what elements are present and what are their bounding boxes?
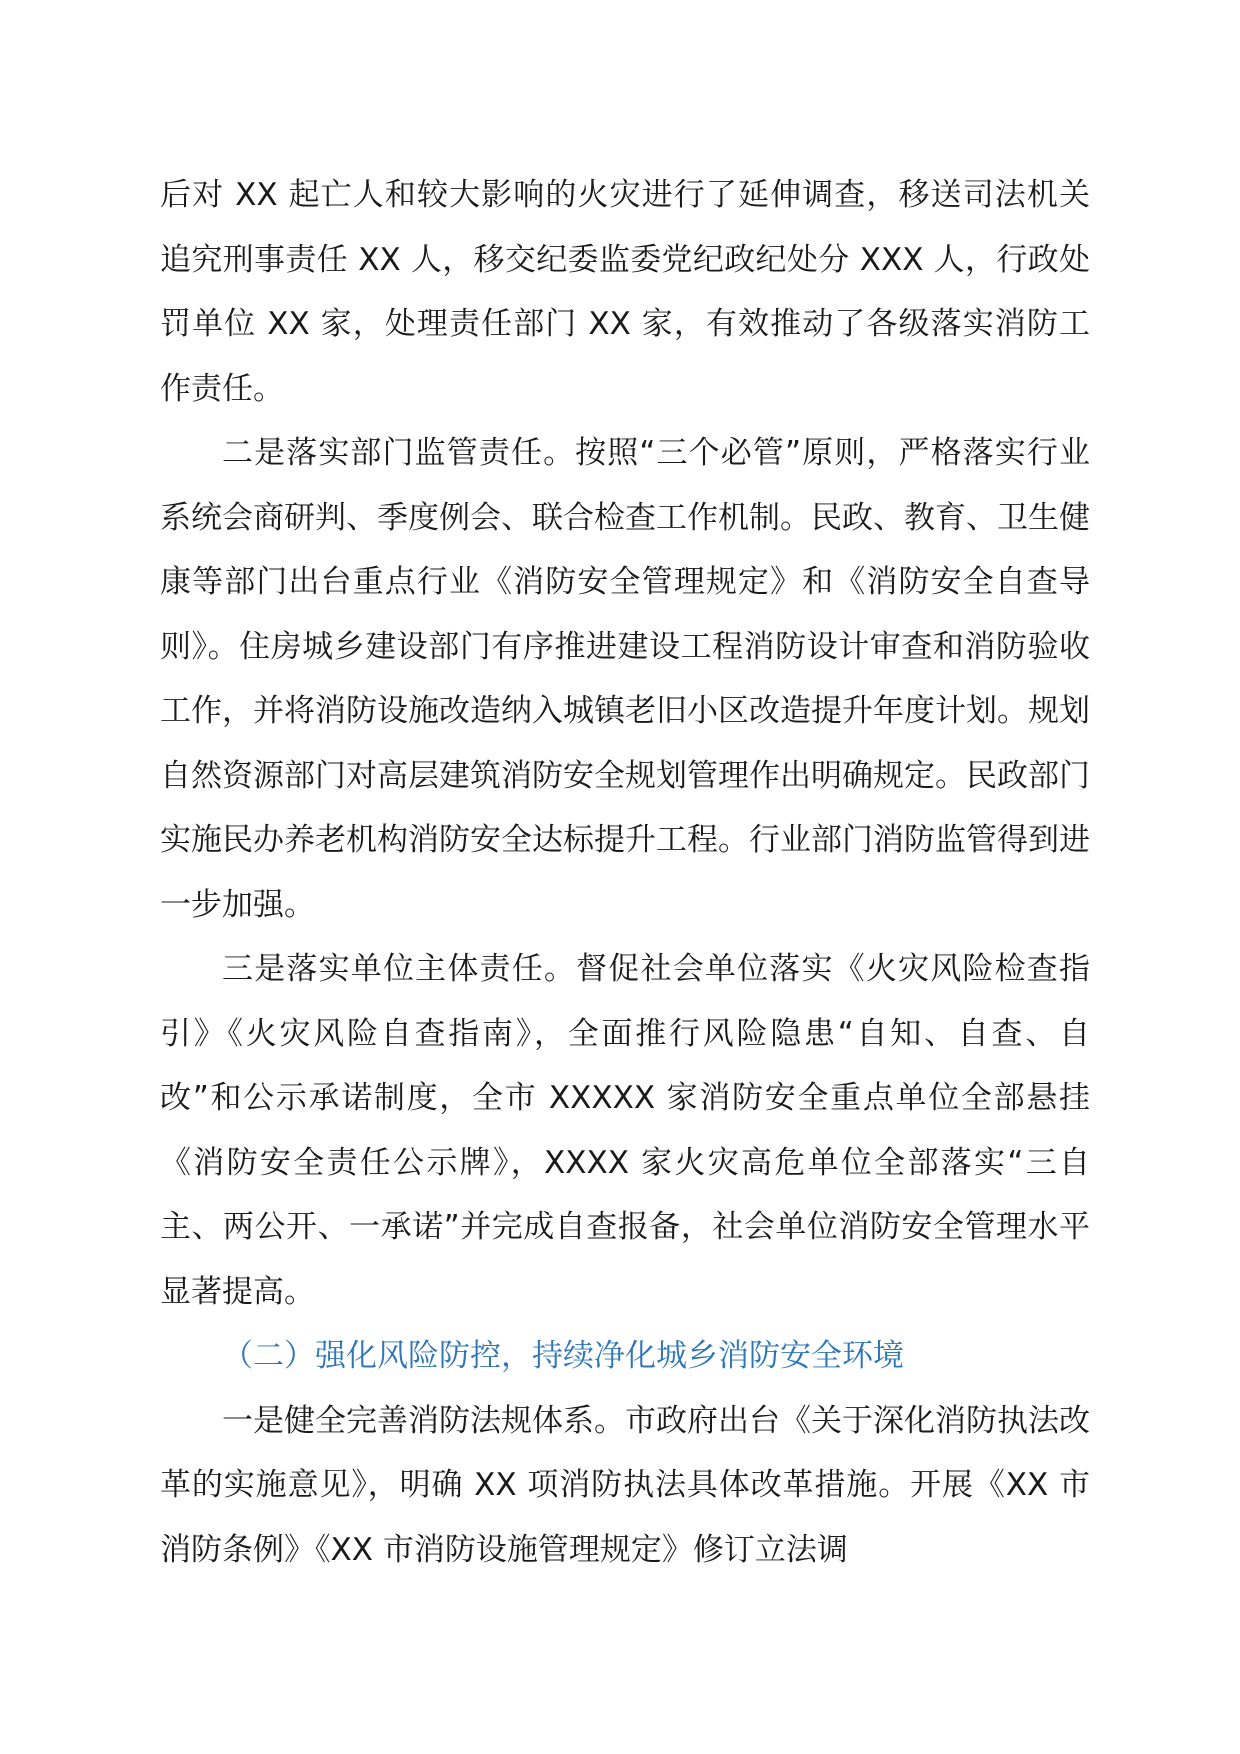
paragraph-department-supervision: 二是落实部门监管责任。按照“三个必管”原则，严格落实行业系统会商研判、季度例会、联合检查工作机制。民政、教育、卫生健康等部门出台重点行业《消防安全管理规定》和《消防安全自查导则》。住房城乡建设部门有序推进建设工程消防设计审查和消防验收工作，并将消防设施改造纳入城镇老旧小区改造提升年度计划。规划自然资源部门对高层建筑消防安全规划管理作出明确规定。民政部门实施民办养老机构消防安全达标提升工程。行业部门消防监管得到进一步加强。 bbox=[160, 435, 1090, 923]
paragraph-unit-responsibility: 三是落实单位主体责任。督促社会单位落实《火灾风险检查指引》《火灾风险自查指南》，全面推行风险隐患“自知、自查、自改”和公示承诺制度，全市 XXXXX 家消防安全重点单位全部悬挂《消防安全责任公示牌》，XXXX 家火灾高危单位全部落实“三自主、两公开、一承诺”并完成自查报备，社会单位消防安全管理水平显著提高。 bbox=[160, 951, 1090, 1310]
paragraph-fire-regulations: 一是健全完善消防法规体系。市政府出台《关于深化消防执法改革的实施意见》，明确 XX 项消防执法具体改革措施。开展《XX 市消防条例》《XX 市消防设施管理规定》修订立法调 bbox=[160, 1402, 1090, 1568]
paragraph-continuation: 后对 XX 起亡人和较大影响的火灾进行了延伸调查，移送司法机关追究刑事责任 XX 人，移交纪委监委党纪政纪处分 XXX 人，行政处罚单位 XX 家，处理责任部门 XX 家，有效推动了各级落实消防工作责任。 bbox=[160, 177, 1090, 407]
section-heading: （二）强化风险防控，持续净化城乡消防安全环境 bbox=[222, 1338, 904, 1374]
document-body bbox=[160, 163, 1090, 1582]
